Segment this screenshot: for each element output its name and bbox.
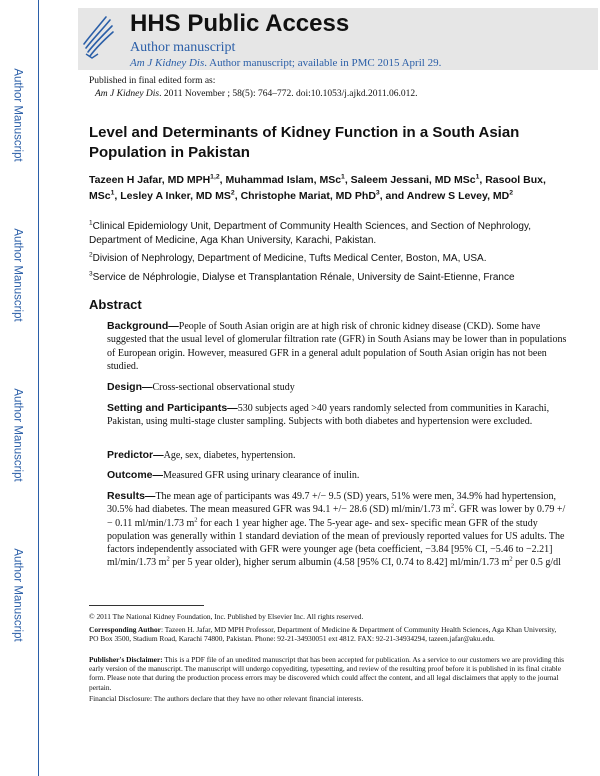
abstract-setting: Setting and Participants—530 subjects aged >40 years randomly selected from communities in Karachi, Pakistan, using multi-stage cluster sampling. Subjects with both diabetes and hypertension were excluded. (107, 402, 550, 428)
article-title: Level and Determinants of Kidney Function in a South Asian Population in Pakistan (89, 124, 520, 161)
copyright-note: © 2011 The National Kidney Foundation, Inc. Published by Elsevier Inc. All rights reserved. (89, 612, 364, 621)
author-affiliation-ref: 1 (110, 189, 115, 196)
sidebar-label: Author Manuscript (12, 548, 25, 642)
author-name: Christophe Mariat, MD PhD (240, 189, 376, 202)
sidebar-divider (38, 0, 39, 776)
sidebar-label: Author Manuscript (12, 228, 25, 322)
sidebar-label: Author Manuscript (12, 388, 25, 482)
footnote-divider (89, 605, 204, 606)
abstract-results: Results—The mean age of participants was 49.7 +/− 9.5 (SD) years, 51% were men, 34.9% had hypertension, 30.5% had diabetes. The mean measured GFR was 94.1 +/− 28.6 (SD) ml/min/1.73 $m^2$. GFR was lower by 0.79 +/− 0.11 ml/min/1.73 $m^2$ for each 1 year higher age. The 5-year age- and sex- specific mean GFR of the study population was generally within 1 standard deviation of the mean of previously reported values for US adults. The factors independently associated with GFR were younger age (beta coefficient, −3.84 [95% CI, −5.46 to −2.21] ml/min/1.73 $m^2$ per 5 year older), higher serum albumin (4.58 [95% CI, 0.74 to 8.42] ml/min/1.73 $m^2$ per 0.5 g/dl (107, 490, 566, 569)
header-subtitle: Author manuscript (130, 40, 236, 55)
author-affiliation-ref: 1 (341, 173, 345, 181)
affiliation-1: $^1$Clinical Epidemiology Unit, Department of Community Health Sciences, and Section of Nephrology, Department of Medicine, Aga Khan University, Karachi, Pakistan. (89, 219, 531, 246)
abstract-predictor: Predictor—Age, sex, diabetes, hypertension. (107, 449, 296, 461)
author-name: Saleem Jessani, MD MSc (350, 174, 476, 186)
author-affiliation-ref: 3 (375, 189, 380, 196)
author-list: Tazeen H Jafar, MD MPH$^{1,2}$, Muhammad Islam, MSc$^1$, Saleem Jessani, MD MSc$^1$, Rasool Bux, MSc$^1$, Lesley A Inker, MD $MS^2$, Christophe Mariat, MD PhD$^3$, and Andrew S Levey, $MD^2$ (89, 173, 546, 202)
abstract-design: Design—Cross-sectional observational study (107, 381, 295, 393)
author-name: Tazeen H Jafar, MD MPH (89, 174, 211, 186)
affiliation-3: $^3$Service de Néphrologie, Dialyse et Transplantation Rénale, University de Saint-Etienne, France (89, 270, 515, 283)
author-name: Lesley A Inker, MD MS (120, 189, 231, 202)
sidebar-label: Author Manuscript (12, 68, 25, 162)
publisher-disclaimer: Publisher's Disclaimer: This is a PDF file of an unedited manuscript that has been accepted for publication. As a service to our customers we are providing this early version of the manuscript. The manuscript will undergo copyediting, typesetting, and review of the resulting proof before it is published in its final citable form. Please note that during the production process errors may be discovered which could affect the content, and all legal disclaimers that apply to the journal pertain. (89, 655, 565, 692)
author-affiliation-ref: 2 (509, 189, 514, 196)
author-name: Andrew S Levey, MD (406, 189, 510, 202)
affiliation-2: $^2$Division of Nephrology, Department of Medicine, Tufts Medical Center, Boston, MA, USA. (89, 251, 487, 264)
journal-availability: Am J Kidney Dis. Author manuscript; available in PMC 2015 April 29. (130, 57, 442, 69)
abstract-background: Background—People of South Asian origin are at high risk of chronic kidney disease (CKD). Some have suggested that the usual level of glomerular filtration rate (GFR) in South Asians may be lower than in populations of European origin. However, measured GFR in a general adult population of South Asian origin has not been studied. (107, 320, 567, 372)
author-affiliation-ref: 1,2 (210, 173, 220, 181)
author-name: Muhammad Islam, MSc (225, 174, 342, 186)
author-affiliation-ref: 2 (230, 189, 235, 196)
financial-disclosure: Financial Disclosure: The authors declare that they have no other relevant financial interests. (89, 694, 364, 703)
abstract-heading: Abstract (89, 297, 142, 312)
hhs-eagle-logo-icon (80, 14, 116, 60)
abstract-outcome: Outcome—Measured GFR using urinary clearance of inulin. (107, 469, 360, 481)
author-affiliation-ref: 1 (475, 173, 480, 181)
publication-info: Published in final edited form as: Am J Kidney Dis. 2011 November ; 58(5): 764–772. doi:10.1053/j.ajkd.2011.06.012. (89, 76, 418, 99)
author-name: Rasool Bux, MSc (89, 174, 546, 202)
header-title: HHS Public Access (130, 10, 350, 37)
corresponding-author: Corresponding Author: Tazeen H. Jafar, MD MPH Professor, Department of Medicine & Department of Community Health Sciences, Aga Khan University, PO Box 3500, Stadium Road, Karachi 74800, Pakistan. Phone: 92-21-34930051 ext 4812. FAX: 92-21-34934294, tazeen.jafar@aku.edu. (89, 625, 557, 644)
